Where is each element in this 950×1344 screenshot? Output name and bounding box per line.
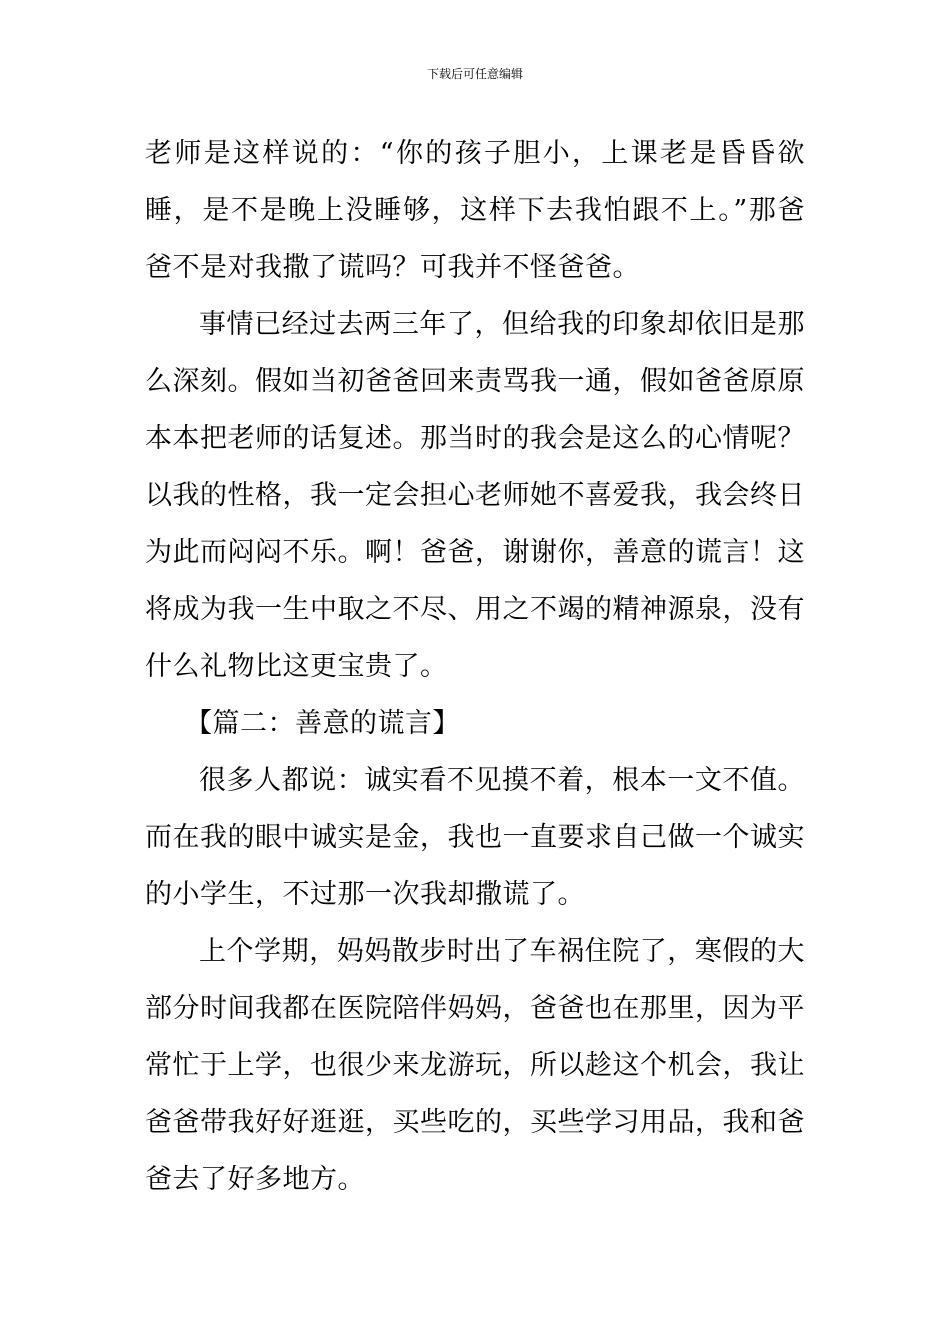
paragraph-teacher-quote: 老师是这样说的：“你的孩子胆小，上课老是昏昏欲睡，是不是晚上没睡够，这样下去我怕跟不上。”那爸爸不是对我撒了谎吗？可我并不怪爸爸。 [145,138,805,283]
paragraph-last-semester: 上个学期，妈妈散步时出了车祸住院了，寒假的大部分时间我都在医院陪伴妈妈，爸爸也在那里，因为平常忙于上学，也很少来龙游玩，所以趁这个机会，我让爸爸带我好好逛逛，买些吃的，买些学习用品，我和爸爸去了好多地方。 [145,936,805,1195]
paragraph-honesty: 很多人都说：诚实看不见摸不着，根本一文不值。而在我的眼中诚实是金，我也一直要求自己做一个诚实的小学生，不过那一次我却撒谎了。 [145,765,805,910]
paragraph-memory: 事情已经过去两三年了，但给我的印象却依旧是那么深刻。假如当初爸爸回来责骂我一通，假如爸爸原原本本把老师的话复述。那当时的我会是这么的心情呢？以我的性格，我一定会担心老师她不喜爱我，我会终日为此而闷闷不乐。啊！爸爸，谢谢你，善意的谎言！这将成为我一生中取之不尽、用之不竭的精神源泉，没有什么礼物比这更宝贵了。 [145,309,805,682]
section-title: 【篇二：善意的谎言】 [185,708,460,739]
document-body [145,125,805,1208]
page-header: 下载后可任意编辑 [426,67,523,81]
